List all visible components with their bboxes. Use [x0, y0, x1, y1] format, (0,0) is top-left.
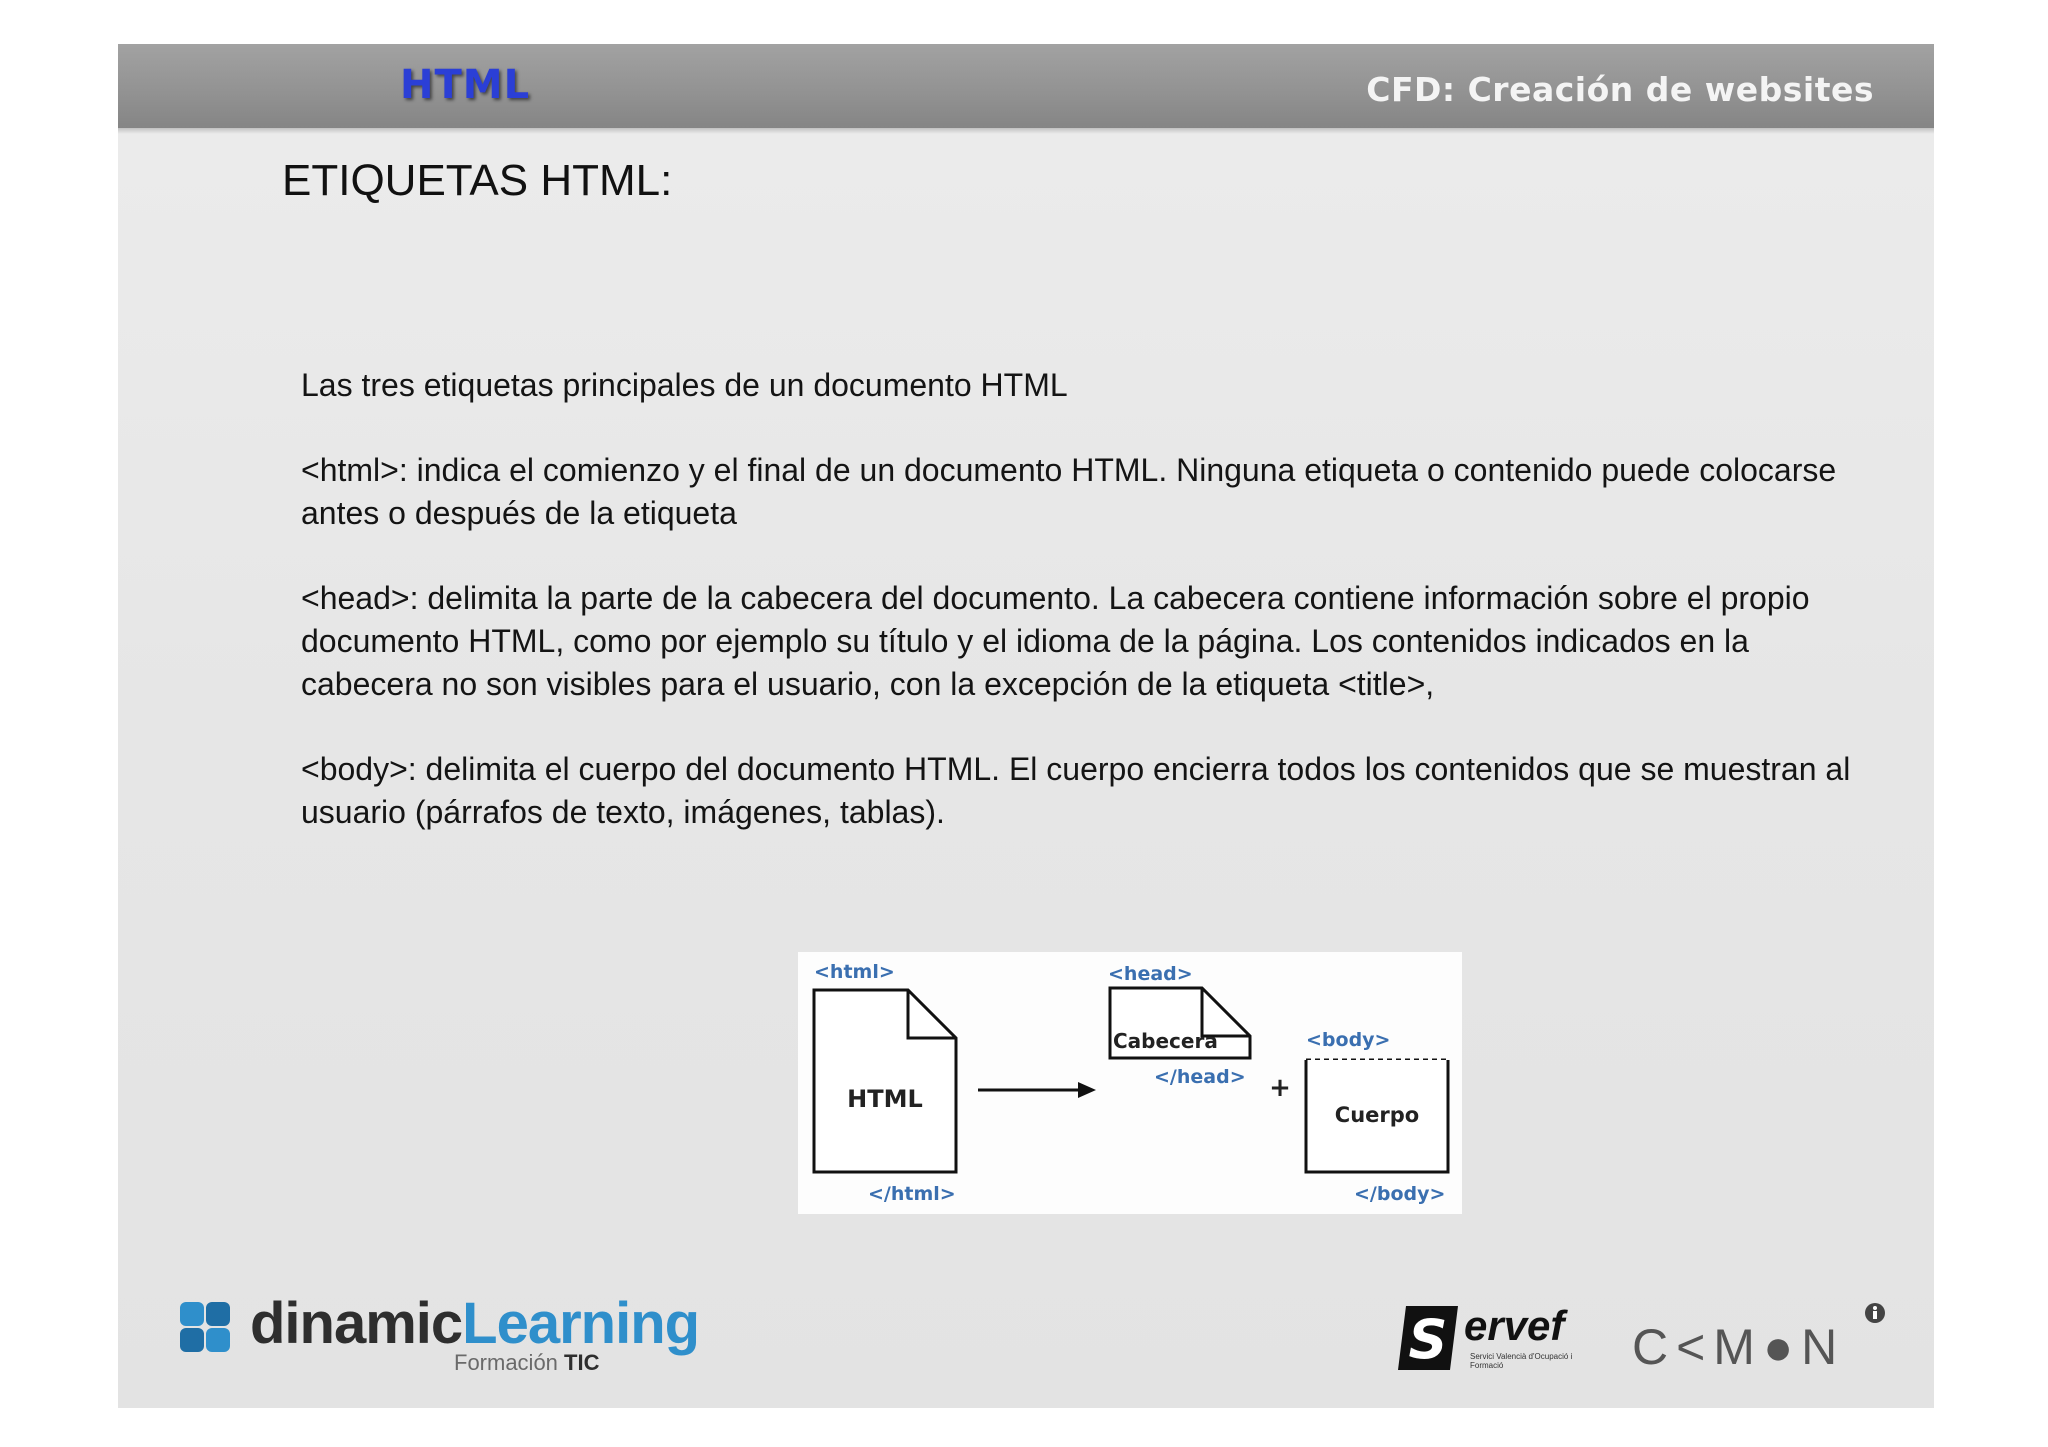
diagram-body-label: Cuerpo	[1334, 1103, 1420, 1127]
header-left-title: HTML	[400, 62, 531, 108]
diagram-svg	[798, 952, 1462, 1214]
arrow-head-icon	[1078, 1082, 1096, 1098]
header-right-title: CFD: Creación de websites	[1366, 70, 1874, 109]
html-document-icon	[814, 990, 956, 1172]
camon-badge-icon	[1864, 1302, 1886, 1324]
dinamic-learning-wordmark	[250, 1290, 699, 1357]
diagram-head-open-tag: <head>	[1108, 963, 1193, 985]
diagram-head-label: Cabecera	[1113, 1029, 1218, 1053]
slide	[118, 44, 1934, 1408]
paragraph-body: <body>: delimita el cuerpo del documento HTML. El cuerpo encierra todos los contenidos que se muestran al usuario (párrafos de texto, imágenes, tablas).	[301, 751, 1851, 830]
paragraph-html: <html>: indica el comienzo y el final de un documento HTML. Ninguna etiqueta o contenido puede colocarse antes o después de la etiqueta	[301, 452, 1837, 531]
svg-text:S: S	[1408, 1308, 1448, 1371]
header-bar	[118, 44, 1934, 128]
html-structure-diagram	[798, 952, 1462, 1214]
slide-title: ETIQUETAS HTML:	[282, 156, 673, 205]
dinamic-learning-icon	[178, 1300, 232, 1354]
camon-wordmark: C<M●N	[1632, 1319, 1846, 1375]
diagram-html-close-tag: </html>	[868, 1183, 956, 1205]
dinamic-word: dinamic	[250, 1291, 463, 1356]
paragraph-head: <head>: delimita la parte de la cabecera del documento. La cabecera contiene información sobre el propio documento HTML, como por ejemplo su título y el idioma de la página. Los contenidos indicados en la cabecera no son visibles para el usuario, con la excepción de la etiqueta <title>,	[301, 580, 1810, 702]
dinamic-learning-logo	[178, 1291, 700, 1384]
servef-tagline: Servici Valencià d'Ocupació i Formació	[1470, 1352, 1573, 1370]
diagram-body-open-tag: <body>	[1306, 1029, 1391, 1051]
camon-logo	[1632, 1302, 1892, 1382]
servef-logo	[1396, 1302, 1586, 1382]
diagram-html-open-tag: <html>	[814, 961, 895, 983]
diagram-html-label: HTML	[847, 1085, 923, 1113]
slide-body	[301, 364, 1861, 876]
diagram-body-close-tag: </body>	[1354, 1183, 1446, 1205]
dinamic-learning-subtitle	[454, 1350, 600, 1376]
servef-s-icon	[1396, 1302, 1460, 1374]
diagram-head-close-tag: </head>	[1154, 1066, 1246, 1088]
tic-word: TIC	[564, 1350, 600, 1375]
servef-wordmark: ervef	[1464, 1302, 1565, 1349]
learning-word: Learning	[462, 1291, 700, 1356]
diagram-plus: +	[1269, 1073, 1291, 1103]
formacion-word: Formación	[454, 1350, 565, 1375]
paragraph-intro: Las tres etiquetas principales de un documento HTML	[301, 367, 1068, 403]
